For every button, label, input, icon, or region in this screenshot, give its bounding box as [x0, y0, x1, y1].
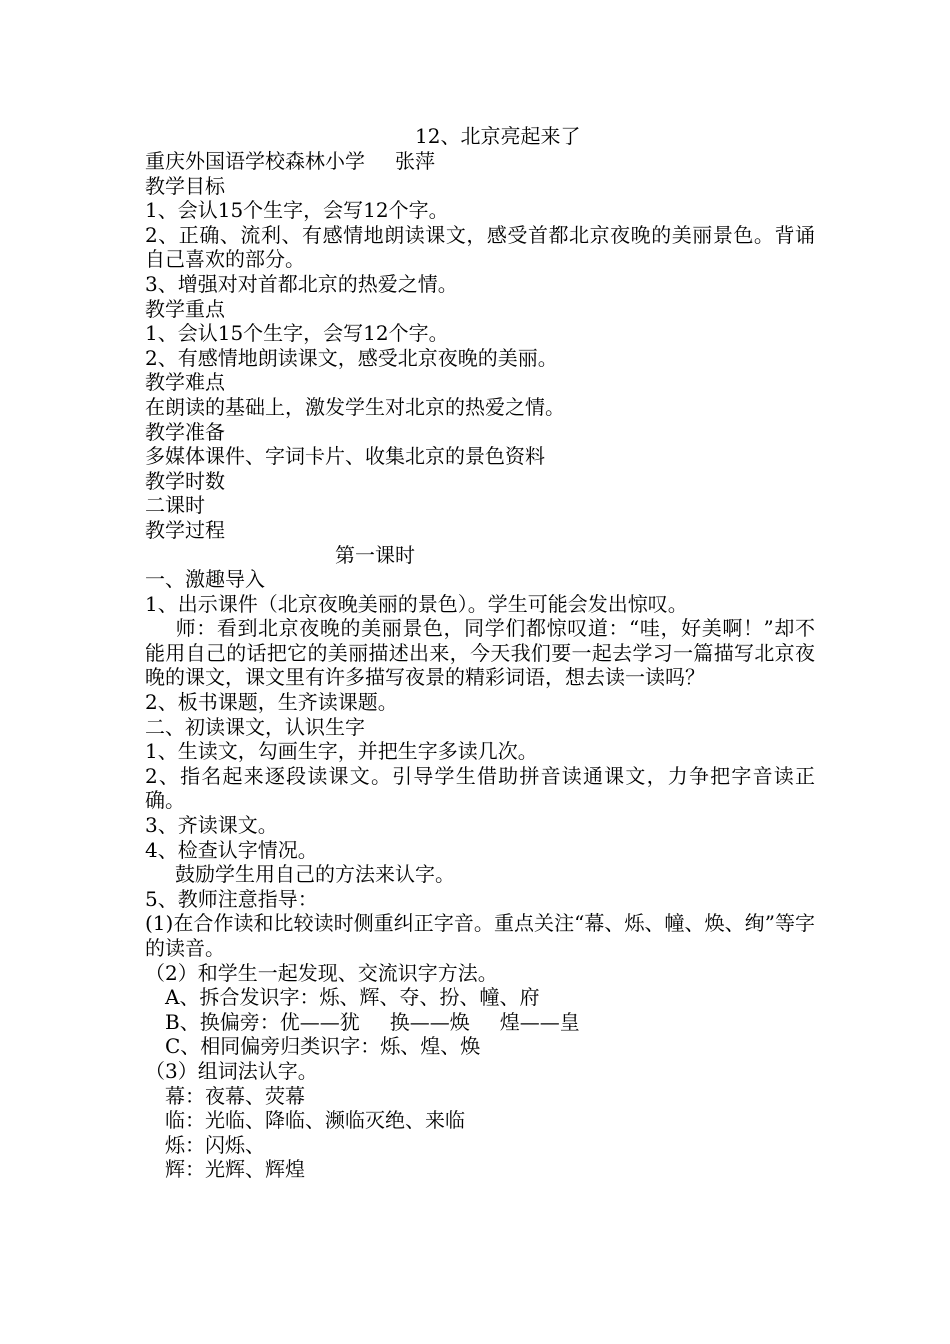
heading-preparation: 教学准备	[145, 419, 225, 444]
lesson-one-heading: 第一课时	[335, 542, 415, 567]
step-item: 1、出示课件（北京夜晚美丽的景色）。学生可能会发出惊叹。	[145, 591, 688, 616]
step-item: 2、板书课题，生齐读课题。	[145, 690, 398, 715]
method-item: A、拆合发识字：烁、辉、夺、扮、幢、府	[165, 985, 540, 1010]
guidance-item: （2）和学生一起发现、交流识字方法。	[145, 960, 498, 985]
step-item: 1、生读文，勾画生字，并把生字多读几次。	[145, 739, 538, 764]
section-title: 一、激趣导入	[145, 567, 265, 592]
method-part: B、换偏旁：优——犹	[165, 1009, 360, 1034]
goal-item: 1、会认15个生字，会写12个字。	[145, 198, 449, 223]
teacher-dialogue-text: 师：看到北京夜晚的美丽景色，同学们都惊叹道：“哇，好美啊！”却不能用自己的话把它的美丽描述出来，今天我们要一起去学习一篇描写北京夜晚的课文，课文里有许多描写夜景的精彩词语，想去读一读吗？	[145, 616, 815, 690]
method-item	[145, 1010, 815, 1035]
difficulty-text: 在朗读的基础上，激发学生对北京的热爱之情。	[145, 394, 565, 419]
step-item: 4、检查认字情况。	[145, 837, 318, 862]
heading-process: 教学过程	[145, 517, 225, 542]
step-item: 5、教师注意指导：	[145, 886, 318, 911]
step-note: 鼓励学生用自己的方法来认字。	[175, 862, 455, 887]
heading-periods: 教学时数	[145, 468, 225, 493]
author-line	[145, 149, 815, 174]
teacher-dialogue	[145, 616, 815, 690]
periods-text: 二课时	[145, 493, 205, 518]
word-item: 临：光临、降临、濒临灭绝、来临	[165, 1108, 465, 1133]
document-body	[145, 149, 815, 1182]
focus-item: 2、有感情地朗读课文，感受北京夜晚的美丽。	[145, 345, 558, 370]
author-name: 张萍	[395, 149, 435, 173]
focus-item: 1、会认15个生字，会写12个字。	[145, 321, 449, 346]
preparation-text: 多媒体课件、字词卡片、收集北京的景色资料	[145, 444, 545, 469]
step-item: 3、齐读课文。	[145, 813, 278, 838]
method-part: 换——焕	[389, 1009, 470, 1034]
goal-item: 3、增强对对首都北京的热爱之情。	[145, 271, 458, 296]
method-item: C、相同偏旁归类识字：烁、煌、焕	[165, 1034, 481, 1059]
word-item: 幕：夜幕、荧幕	[165, 1083, 305, 1108]
guidance-item: （3）组词法认字。	[145, 1058, 318, 1083]
guidance-item: (1)在合作读和比较读时侧重纠正字音。重点关注“幕、烁、幢、焕、绚”等字的读音。	[145, 911, 815, 960]
word-item: 辉：光辉、辉煌	[165, 1157, 305, 1182]
word-item: 烁：闪烁、	[165, 1132, 265, 1157]
heading-focus: 教学重点	[145, 296, 225, 321]
lesson-title: 12、北京亮起来了	[415, 124, 581, 148]
goal-item: 2、正确、流利、有感情地朗读课文，感受首都北京夜晚的美丽景色。背诵自己喜欢的部分。	[145, 222, 815, 272]
heading-difficulty: 教学难点	[145, 370, 225, 395]
step-item: 2、指名起来逐段读课文。引导学生借助拼音读通课文，力争把字音读正确。	[145, 763, 815, 813]
section-title: 二、初读课文，认识生字	[145, 714, 365, 739]
heading-goals: 教学目标	[145, 173, 225, 198]
method-part: 煌——皇	[499, 1009, 580, 1034]
author-school: 重庆外国语学校森林小学	[145, 149, 365, 173]
